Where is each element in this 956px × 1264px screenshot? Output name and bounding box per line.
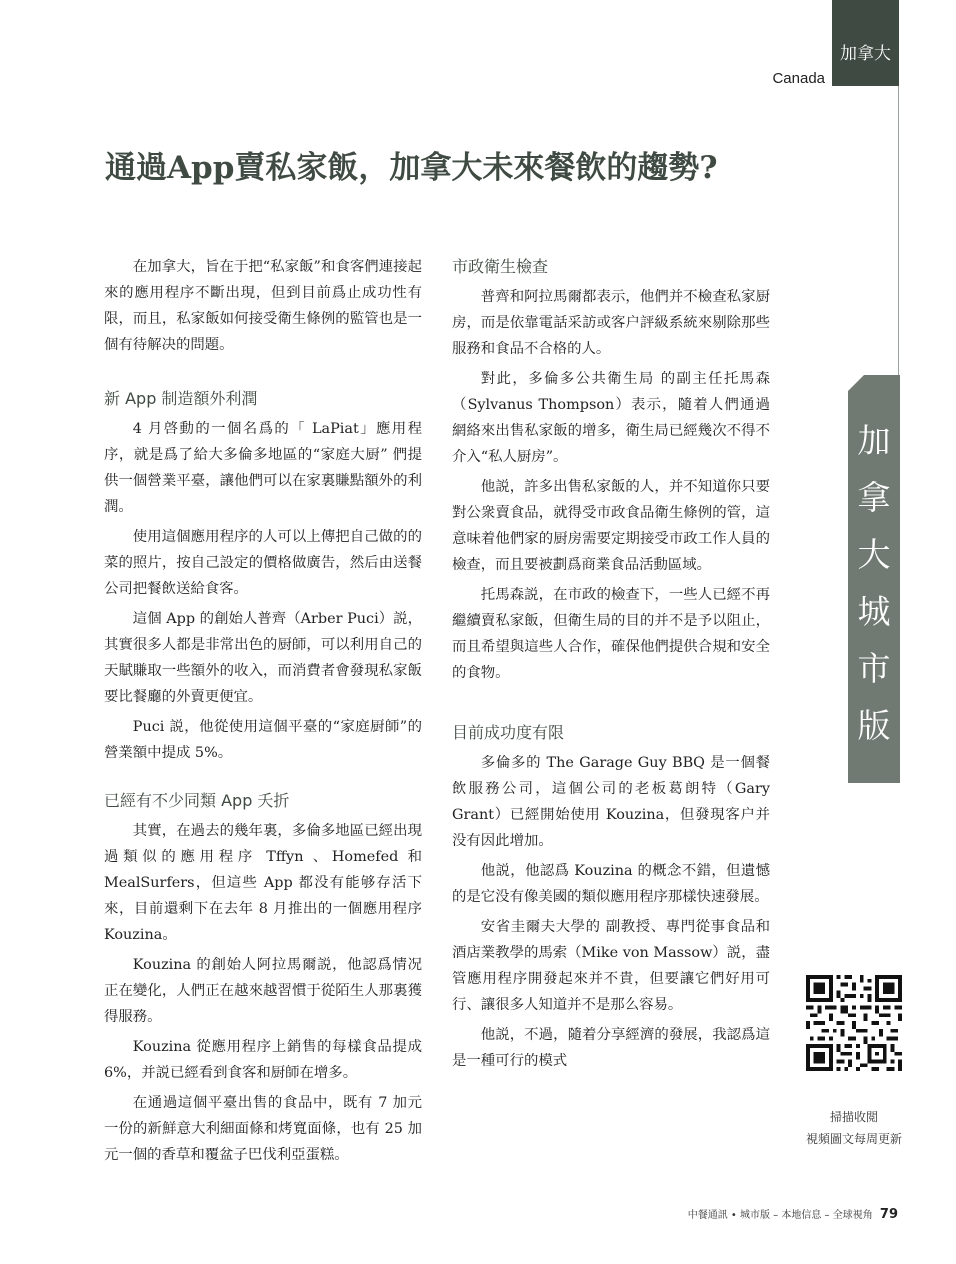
tab-char: 加 (857, 421, 891, 460)
city-edition-label (848, 412, 900, 754)
region-english-label: Canada (772, 70, 825, 87)
paragraph: 他説，許多出售私家飯的人，并不知道你只要對公衆賣食品，就得受市政食品衛生條例的管，這意味着他們家的厨房需要定期接受市政工作人員的檢查，而且要被劃爲商業食品活動區域。 (452, 479, 770, 573)
paragraph: 他説，他認爲 Kouzina 的概念不錯，但遺憾的是它没有像美國的類似應用程序那樣快速發展。 (452, 863, 770, 905)
paragraph: 托馬森説，在市政的檢查下，一些人已經不再繼續賣私家飯，但衛生局的目的并不是予以阻止，而且希望與這些人合作，確保他們提供合規和安全的食物。 (452, 587, 770, 681)
qr-caption-line1: 掃描收閲 (829, 1110, 878, 1124)
qr-caption-line2: 視頻圖文每周更新 (805, 1132, 902, 1146)
paragraph: 其實，在過去的幾年裏，多倫多地區已經出現過類似的應用程序 Tffyn 、Homefed 和 MealSurfers，但這些 App 都没有能够存活下來，目前還剩下在去年 8 月推出的一個應用程序 Kouzina。 (104, 823, 422, 943)
left-column (104, 254, 422, 1172)
intro-paragraph: 在加拿大，旨在于把“私家飯”和食客們連接起來的應用程序不斷出現，但到目前爲止成功性有限，而且，私家飯如何接受衛生條例的監管也是一個有待解决的問題。 (104, 259, 422, 353)
paragraph: 安省圭爾夫大學的 副教授、專門從事食品和酒店業教學的馬索（Mike von Massow）説，盡管應用程序開發起來并不貴，但要讓它們好用可行、讓很多人知道并不是那么容易。 (452, 919, 770, 1013)
page-footer (560, 1206, 898, 1222)
section-heading-new-app: 新 App 制造額外利潤 (104, 389, 258, 408)
paragraph: 在通過這個平臺出售的食品中，既有 7 加元一份的新鮮意大利細面條和烤寬面條，也有 25 加元一個的香草和覆盆子巴伐利亞蛋糕。 (104, 1095, 422, 1163)
paragraph: 4 月啓動的一個名爲的「 LaPiat」應用程序，就是爲了給大多倫多地區的“家庭大厨” 們提供一個營業平臺，讓他們可以在家裏賺點額外的利潤。 (104, 421, 422, 515)
paragraph: 普齊和阿拉馬爾都表示，他們并不檢查私家厨房，而是依靠電話采訪或客户評級系統來剔除那些服務和食品不合格的人。 (452, 289, 770, 357)
paragraph: 他説，不過，隨着分享經濟的發展，我認爲這是一種可行的模式 (452, 1027, 770, 1069)
paragraph: Puci 説，他從使用這個平臺的“家庭厨師”的營業額中提成 5%。 (104, 719, 422, 761)
region-tag (832, 0, 899, 86)
publication-name: 中餐通訊 • 城市版 – 本地信息 – 全球視角 (687, 1210, 873, 1221)
section-heading-failed-apps: 已經有不少同類 App 夭折 (104, 791, 290, 810)
paragraph: 對此，多倫多公共衛生局 的副主任托馬森（Sylvanus Thompson）表示，隨着人們通過網絡來出售私家飯的增多，衛生局已經幾次不得不介入“私人厨房”。 (452, 371, 770, 465)
paragraph: 使用這個應用程序的人可以上傳把自己做的的菜的照片，按自己設定的價格做廣告，然后由送餐公司把餐飲送給食客。 (104, 529, 422, 597)
tab-char: 拿 (857, 478, 891, 517)
paragraph: 這個 App 的創始人普齊（Arber Puci）説，其實很多人都是非常出色的厨師，可以利用自己的天賦賺取一些額外的收入，而消費者會發現私家飯要比餐廳的外賣更便宜。 (104, 611, 422, 705)
tab-char: 版 (857, 706, 891, 745)
tab-char: 市 (857, 649, 891, 688)
qr-code[interactable] (806, 975, 902, 1071)
section-heading-limited-success: 目前成功度有限 (452, 723, 565, 742)
qr-caption (790, 1106, 918, 1150)
region-tag-label: 加拿大 (840, 44, 891, 64)
tab-char: 城 (857, 592, 891, 631)
article-title: 通過App賣私家飯，加拿大未來餐飲的趨勢? (105, 150, 718, 186)
paragraph: Kouzina 從應用程序上銷售的每樣食品提成 6%，并説已經看到食客和厨師在增多。 (104, 1039, 422, 1081)
paragraph: Kouzina 的創始人阿拉馬爾説，他認爲情况正在變化，人們正在越來越習慣于從陌生人那裏獲得服務。 (104, 957, 422, 1025)
right-column (452, 256, 770, 1078)
page-number: 79 (879, 1207, 898, 1222)
section-heading-health-inspection: 市政衛生檢查 (452, 257, 549, 276)
paragraph: 多倫多的 The Garage Guy BBQ 是一個餐飲服務公司，這個公司的老板葛朗特（Gary Grant）已經開始使用 Kouzina，但發現客户并没有因此增加。 (452, 755, 770, 849)
tab-char: 大 (857, 535, 891, 574)
